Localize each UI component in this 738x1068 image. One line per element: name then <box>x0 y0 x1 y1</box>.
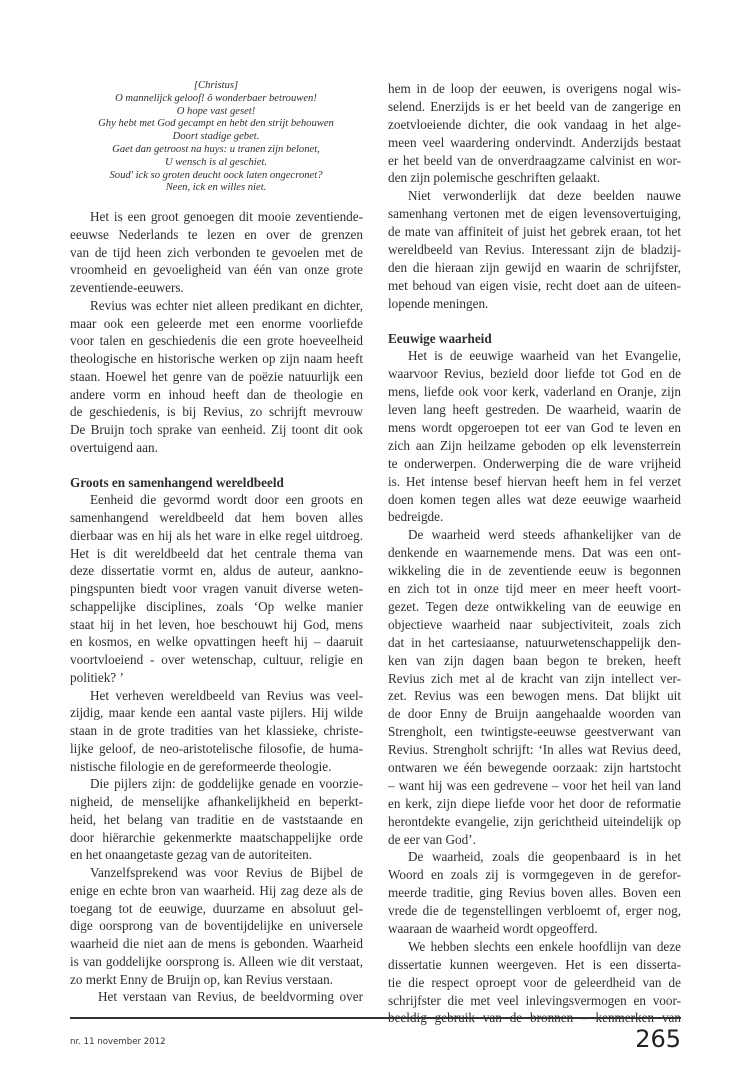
text-line: dierbaar was en hij als het ware in elke regel uitdroeg. <box>70 527 363 543</box>
paragraph <box>70 297 363 457</box>
text-line: Eenheid die gevormd wordt door een groots en <box>90 492 363 508</box>
text-line: den zijn polemische geschriften gelaakt. <box>388 170 601 186</box>
text-line: door hiërarchie gekenmerkte maatschappelijke orde <box>70 829 363 845</box>
text-line: mens wordt opgeroepen tot eer van God te leven en <box>388 420 681 436</box>
paragraph <box>388 80 681 187</box>
text-line: waarvoor Revius, bezield door liefde tot God en de <box>388 366 681 382</box>
text-line: theologische en historische werken op zijn naam heeft <box>70 351 363 366</box>
text-line: deze dissertatie vormt en, aldus de auteur, aankno- <box>70 563 363 579</box>
footer-divider <box>70 1017 681 1019</box>
poem-line: [Christus] <box>193 80 239 91</box>
text-line: dat in het cartesiaanse, natuurwetenschappelijk den- <box>388 634 681 650</box>
text-line: objectieve waarheid naar subjectiviteit, zoals zich <box>388 616 681 632</box>
text-line: denkende en waarnemende mens. Dat was een ont- <box>388 545 681 561</box>
text-line: ontwaren we één bewegende oorzaak: zijn hartstocht <box>388 759 681 775</box>
text-line: maar ook een geleerde met een enorme voorliefde <box>70 315 363 331</box>
text-line: lopende meningen. <box>388 295 489 311</box>
text-line: herontdekte evangelie, zijn gerichtheid uiteindelijk op <box>388 813 681 829</box>
text-line: staan in de grote tradities van het klassieke, christe- <box>70 723 363 738</box>
text-line: Revius zich met al de kracht van zijn intellect ver- <box>388 670 681 686</box>
text-line: Die pijlers zijn: de goddelijke genade en voorzie- <box>90 776 363 792</box>
text-line: hem in de loop der eeuwen, is overigens nogal wis- <box>388 81 681 96</box>
text-line: vrede die de tegenstellingen verbloemt of, erger nog, <box>388 903 681 919</box>
text-line: Het is dit wereldbeeld dat het centrale thema van <box>70 545 363 561</box>
paragraph <box>388 938 681 1027</box>
text-line: politiek? ’ <box>70 669 124 685</box>
text-line: ken van zijn dagen baan begon te breken, heeft <box>388 652 681 668</box>
text-line: de eer van God’. <box>388 831 476 847</box>
paragraph <box>70 491 363 686</box>
text-line: zoetvloeiende dichter, die ook vandaag in het alge- <box>388 116 681 132</box>
text-line: overtuigend aan. <box>70 439 158 455</box>
paragraph <box>70 775 363 864</box>
text-line: De waarheid werd steeds afhankelijker van de <box>408 527 681 543</box>
text-line: bedreigde. <box>388 509 444 525</box>
text-line: pingspunten biedt voor vragen vanuit diverse weten- <box>70 581 363 596</box>
paragraph <box>388 347 681 526</box>
text-line: Het verstaan van Revius, de beeldvorming over <box>98 989 363 1005</box>
text-line: Het is een groot genoegen dit mooie zeventiende- <box>90 209 363 224</box>
text-line: de door Enny de Bruijn aangehaalde woorden van <box>388 706 681 722</box>
text-line: mens, liefde ook voor kerk, vaderland en Oranje, zijn <box>388 384 681 400</box>
text-line: zeventiende-eeuwers. <box>70 280 184 295</box>
text-line: dige oorsprong van de boventijdelijke en universele <box>70 918 363 934</box>
text-line: Revius was echter niet alleen predikant en dichter, <box>90 297 363 313</box>
poem-line: O hope vast geset! <box>176 105 256 117</box>
text-line: heid, het belang van traditie en de vaststaande en <box>70 811 363 827</box>
text-line: met behoud van eigen visie, recht doet aan de uiteen- <box>388 277 681 293</box>
poem-line: Neen, ick en willes niet. <box>165 182 267 194</box>
text-line: zo merkt Enny de Bruijn op, kan Revius verstaan. <box>70 971 333 987</box>
text-line: Het is de eeuwige waarheid van het Evangelie, <box>408 348 681 364</box>
poem-line: U wensch is al geschiet. <box>164 156 268 168</box>
text-line: andere vorm en inhoud heeft dan de theologie en <box>70 386 363 402</box>
text-line: eeuwse Nederlands te lezen en over de grenzen <box>70 226 363 242</box>
text-line: meerde traditie, ging Revius boven alles. Boven een <box>388 885 681 901</box>
text-line: den die hieraan zijn gewijd en waarin de schrijfster, <box>388 259 681 275</box>
text-line: meen veel waardering ondervindt. Anderzijds bestaat <box>388 134 681 150</box>
text-line: De waarheid, zoals die geopenbaard is in het <box>408 849 681 865</box>
paragraph <box>70 864 363 988</box>
text-line: en kerk, zijn diepe liefde voor het door de reformatie <box>388 795 681 811</box>
right-column <box>388 80 681 1027</box>
text-line: van de tijd heen zich verbonden te gevoelen met de <box>70 244 363 260</box>
text-line: Strengholt, een twintigste-eeuwse geestverwant van <box>388 724 681 740</box>
text-line: nistische filologie en de gereformeerde theologie. <box>70 758 332 774</box>
text-line: wereldbeeld van Revius. Interessant zijn de bladzij- <box>388 242 681 258</box>
text-line: er het beeld van de onverdraagzame calvinist en wor- <box>388 152 681 168</box>
text-line: We hebben slechts een enkele hoofdlijn van deze <box>408 938 681 954</box>
text-line: de geschiedenis, is bij Revius, zo schrijft mevrouw <box>70 404 363 420</box>
text-line: zich aan Zijn heilzame geboden op elk levensterrein <box>388 437 681 453</box>
text-line: selend. Enerzijds is er het beeld van de zangerige en <box>388 98 681 114</box>
text-line: doen komen tegen alles wat deze eeuwige waarheid <box>388 491 681 507</box>
page-number: 265 <box>635 1025 681 1053</box>
text-line: dissertatie kunnen weergeven. Het is een disserta- <box>388 956 681 972</box>
poem-line: O mannelijck geloof! ô wonderbaer betrouwen! <box>115 92 317 104</box>
text-line: lijke geloof, de neo-aristotelische filosofie, de huma- <box>70 740 363 756</box>
text-line: nigheid, de menselijke afhankelijkheid en beperkt- <box>70 794 363 809</box>
poem-line: Ghy hebt met God gecampt en hebt den strijt behouwen <box>98 118 334 130</box>
text-line: is van goddelijke oorsprong is. Alleen wie dit verstaat, <box>70 953 363 969</box>
text-line: Revius. Strengholt schrijft: ‘In alles wat Revius deed, <box>388 742 681 758</box>
text-line: staat hij in het leven, hoe beschouwt hij God, mens <box>70 616 363 632</box>
paragraph <box>70 687 363 776</box>
text-line: waarheid die niet aan de mens is gebonden. Waarheid <box>70 936 363 951</box>
text-line: staan. Hoewel het genre van de poëzie natuurlijk een <box>70 368 363 384</box>
text-line: samenhangend wereldbeeld dat hem boven alles <box>70 510 363 525</box>
text-line: zet. Revius was een bewogen mens. Dat blijkt uit <box>388 688 681 704</box>
text-line: schrijfster die met veel inlevingsvermogen en voor- <box>388 992 681 1008</box>
text-line: en het onaangetaste gezag van de autoriteiten. <box>70 847 313 863</box>
paragraph <box>70 208 363 297</box>
text-line: is. Het intense besef hiervan heeft hem in fel verzet <box>388 473 681 489</box>
poem-line: Doort stadige gebet. <box>172 131 260 143</box>
text-line: toegang tot de eeuwige, duurzame en absoluut gel- <box>70 900 363 916</box>
text-line: zijdig, maar kende een aantal vaste pijlers. Hij wilde <box>70 705 363 721</box>
text-line: voortvloeiend - over wetenschap, cultuur, religie en <box>70 652 363 667</box>
poem-line: Soud' ick so groten deucht oock laten ongecronet? <box>109 169 323 181</box>
paragraph <box>388 526 681 848</box>
text-line: Niet verwonderlijk dat deze beelden nauwe <box>408 188 681 204</box>
section-heading: Eeuwige waarheid <box>388 330 492 346</box>
text-line: enige en echte bron van waarheid. Hij zag deze als de <box>70 882 363 898</box>
text-line: Het verheven wereldbeeld van Revius was veel- <box>90 687 363 703</box>
text-line: waaraan de waarheid wordt opgeofferd. <box>388 920 598 936</box>
text-line: en zich tot in onze tijd meer en meer heeft voort- <box>388 581 681 597</box>
text-line: gezet. Tegen deze ontwikkeling van de eeuwige en <box>388 598 681 614</box>
text-line: leven lang heeft gestreden. De waarheid, waarin de <box>388 402 681 418</box>
text-line: voor talen en geschiedenis die een grote hoeveelheid <box>70 333 363 349</box>
text-line: de mate van affiniteit of juist het gebrek eraan, tot het <box>388 224 681 240</box>
issue-info: nr. 11 november 2012 <box>70 1037 166 1047</box>
text-line: – want hij was een gedrevene – voor het heil van land <box>388 777 681 793</box>
left-column <box>70 208 363 1006</box>
poem-quote <box>70 80 362 195</box>
paragraph <box>388 848 681 937</box>
text-line: te onderwerpen. Onderwerping die de ware vrijheid <box>388 455 681 471</box>
text-line: schappelijke disciplines, zoals ‘Op welke manier <box>70 598 363 614</box>
text-line: Vanzelfsprekend was voor Revius de Bijbel de <box>90 865 363 880</box>
text-line: De Bruijn toch sprake van eenheid. Zij toont dit ook <box>70 422 363 437</box>
text-line: wikkeling die in de zeventiende eeuw is begonnen <box>388 563 681 579</box>
text-line: vroomheid en gevoeligheid van één van onze grote <box>70 262 363 278</box>
poem-line: Gaet dan getroost na huys: u tranen zijn belonet, <box>112 143 320 155</box>
section-heading: Groots en samenhangend wereldbeeld <box>70 474 284 490</box>
paragraph <box>388 187 681 312</box>
text-line: en kosmos, en welke opvattingen heeft hij – daaruit <box>70 634 363 650</box>
text-line: Woord en zoals zij is vormgegeven in de gerefor- <box>388 867 681 883</box>
paragraph <box>70 988 363 1006</box>
text-line: samenhang vertonen met de eigen levensovertuiging, <box>388 206 681 222</box>
text-line: tie die respect oproept voor de geleerdheid van de <box>388 974 681 990</box>
